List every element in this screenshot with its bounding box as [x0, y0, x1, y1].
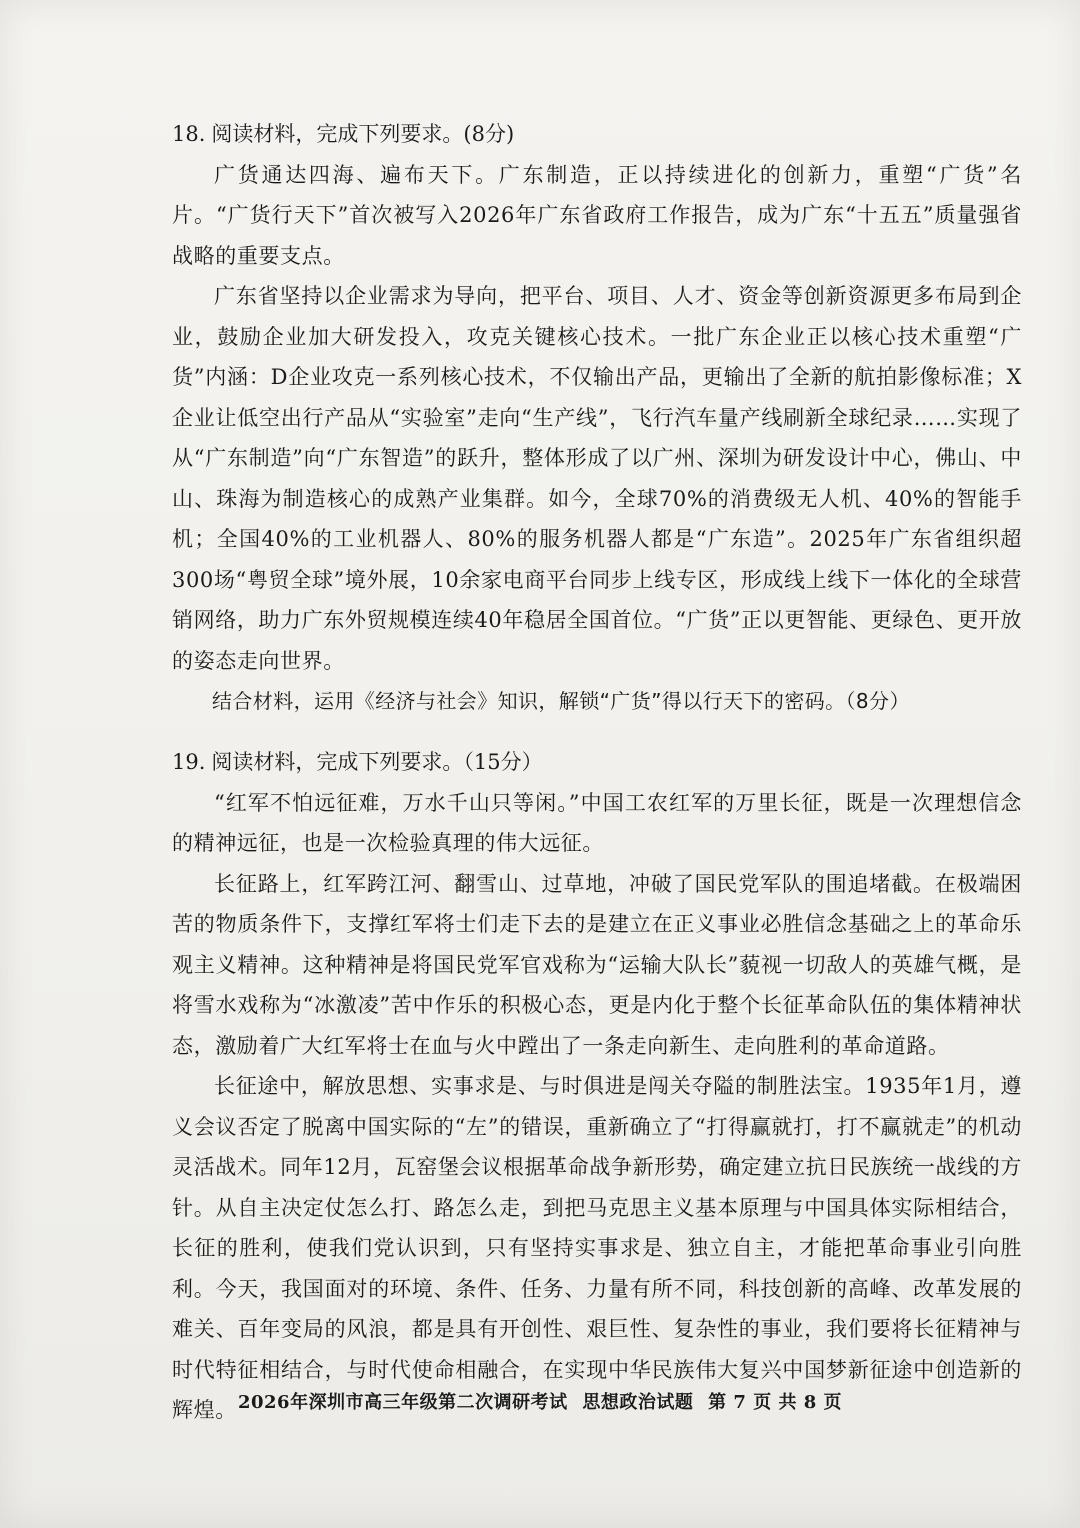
question-19-instruction: 阅读材料，完成下列要求。（15分） — [211, 750, 543, 774]
question-18-material-paragraph: 广东省坚持以企业需求为导向，把平台、项目、人才、资金等创新资源更多布局到企业，鼓励企业加大研发投入，攻克关键核心技术。一批广东企业正以核心技术重塑“广货”内涵：D企业攻克一系列核心技术，不仅输出产品，更输出了全新的航拍影像标准；X企业让低空出行产品从“实验室”走向“生产线”，飞行汽车量产线刷新全球纪录……实现了从“广东制造”向“广东智造”的跃升，整体形成了以广州、深圳为研发设计中心，佛山、中山、珠海为制造核心的成熟产业集群。如今，全球70%的消费级无人机、40%的智能手机；全国40%的工业机器人、80%的服务机器人都是“广东造”。2025年广东省组织超300场“粤贸全球”境外展，10余家电商平台同步上线专区，形成线上线下一体化的全球营销网络，助力广东外贸规模连续40年稳居全国首位。“广货”正以更智能、更绿色、更开放的姿态走向世界。 — [172, 284, 1022, 673]
question-19 — [172, 742, 1022, 1431]
question-18-material-paragraph: 广货通达四海、遍布天下。广东制造，正以持续进化的创新力，重塑“广货”名片。“广货行天下”首次被写入2026年广东省政府工作报告，成为广东“十五五”质量强省战略的重要支点。 — [172, 162, 1022, 268]
question-19-material-paragraph: 长征路上，红军跨江河、翻雪山、过草地，冲破了国民党军队的围追堵截。在极端困苦的物质条件下，支撑红军将士们走下去的是建立在正义事业必胜信念基础之上的革命乐观主义精神。这种精神是将国民党军官戏称为“运输大队长”藐视一切敌人的英雄气概，是将雪水戏称为“冰激凌”苦中作乐的积极心态，更是内化于整个长征革命队伍的集体精神状态，激励着广大红军将士在血与火中蹚出了一条走向新生、走向胜利的革命道路。 — [172, 871, 1022, 1058]
question-18-task: 结合材料，运用《经济与社会》知识，解锁“广货”得以行天下的密码。（8分） — [212, 689, 910, 713]
footer-exam-title: 2026年深圳市高三年级第二次调研考试 — [237, 1392, 568, 1413]
footer-page-number: 第 7 页 共 8 页 — [708, 1392, 843, 1413]
question-19-header — [172, 742, 1022, 783]
question-18-instruction: 阅读材料，完成下列要求。(8分) — [211, 122, 515, 146]
page-footer — [0, 1388, 1080, 1414]
footer-subject: 思想政治试题 — [582, 1392, 694, 1413]
question-19-material-paragraph: “红军不怕远征难，万水千山只等闲。”中国工农红军的万里长征，既是一次理想信念的精神远征，也是一次检验真理的伟大远征。 — [172, 790, 1022, 855]
question-18-number: 18. — [172, 122, 206, 146]
question-19-material-paragraph: 长征途中，解放思想、实事求是、与时俱进是闯关夺隘的制胜法宝。1935年1月，遵义会议否定了脱离中国实际的“左”的错误，重新确立了“打得赢就打，打不赢就走”的机动灵活战术。同年12月，瓦窑堡会议根据革命战争新形势，确定建立抗日民族统一战线的方针。从自主决定仗怎么打、路怎么走，到把马克思主义基本原理与中国具体实际相结合，长征的胜利，使我们党认识到，只有坚持实事求是、独立自主，才能把革命事业引向胜利。今天，我国面对的环境、条件、任务、力量有所不同，科技创新的高峰、改革发展的难关、百年变局的风浪，都是具有开创性、艰巨性、复杂性的事业，我们要将长征精神与时代特征相结合，与时代使命相融合，在实现中华民族伟大复兴中国梦新征途中创造新的辉煌。 — [172, 1074, 1022, 1422]
question-18 — [172, 114, 1022, 722]
question-18-header — [172, 114, 1022, 155]
question-19-number: 19. — [172, 750, 206, 774]
